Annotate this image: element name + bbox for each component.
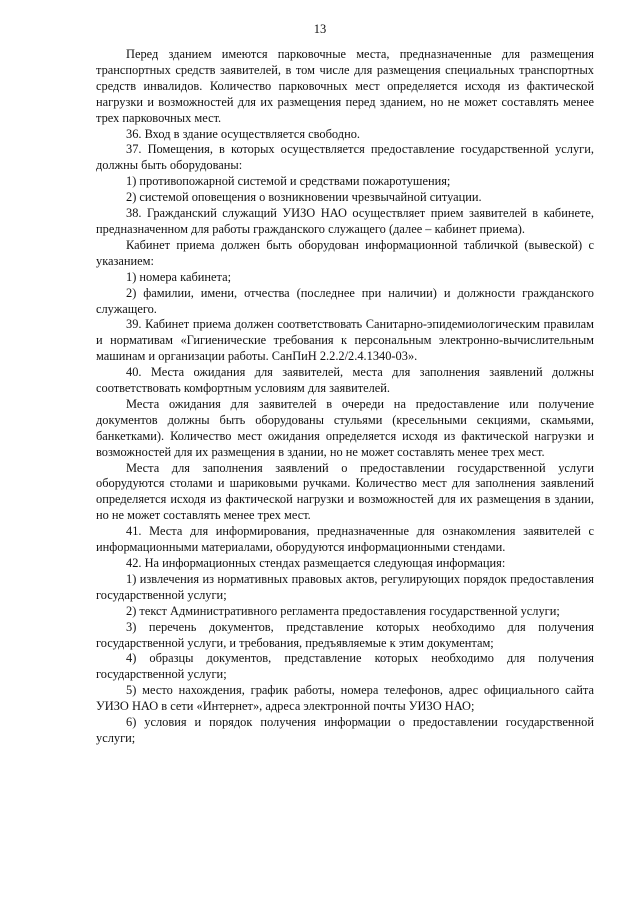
paragraph-filling-places: Места для заполнения заявлений о предоставлении государственной услуги оборудуются столами и шариковыми ручками. Количество мест для заполнения заявлений определяется исходя из фактической нагрузки и возможностей для их размещения в здании, но не может составлять менее трех мест. [96, 460, 594, 523]
list-item-37-1: 1) противопожарной системой и средствами пожаротушения; [126, 174, 451, 189]
paragraph-reception-sign: Кабинет приема должен быть оборудован информационной табличкой (вывеской) с указанием: [96, 237, 594, 268]
paragraph-39: 39. Кабинет приема должен соответствовать Санитарно-эпидемиологическим правилам и нормативам «Гигиенические требования к персональным электронно-вычислительным машинам и организации работы. СанПиН 2.2.2/2.4.1340-03». [96, 317, 594, 364]
list-item-42-5: 5) место нахождения, график работы, номера телефонов, адрес официального сайта УИЗО НАО в сети «Интернет», адреса электронной почты УИЗО НАО; [96, 683, 594, 714]
list-item-42-3: 3) перечень документов, представление которых необходимо для получения государственной услуги, и требования, предъявляемые к этим документам; [96, 619, 594, 650]
list-item-sign-2: 2) фамилии, имени, отчества (последнее при наличии) и должности гражданского служащего. [96, 285, 594, 316]
paragraph-40: 40. Места ожидания для заявителей, места для заполнения заявлений должны соответствовать комфортным условиям для заявителей. [96, 365, 594, 396]
document-body [96, 47, 594, 747]
paragraph-41: 41. Места для информирования, предназначенные для ознакомления заявителей с информационными материалами, оборудуются информационными стендами. [96, 524, 594, 555]
list-item-42-1: 1) извлечения из нормативных правовых актов, регулирующих порядок предоставления государственной услуги; [96, 571, 594, 602]
paragraph-36: 36. Вход в здание осуществляется свободно. [126, 126, 360, 141]
list-item-37-2: 2) системой оповещения о возникновении чрезвычайной ситуации. [126, 190, 482, 205]
page-number: 13 [313, 22, 327, 36]
paragraph-parking: Перед зданием имеются парковочные места, предназначенные для размещения транспортных средств заявителей, в том числе для размещения специальных транспортных средств инвалидов. Количество парковочных мест определяется исходя из фактической нагрузки и возможностей для их размещения перед зданием, но не может составлять менее трех парковочных мест. [96, 47, 594, 125]
list-item-sign-1: 1) номера кабинета; [126, 269, 232, 284]
paragraph-37: 37. Помещения, в которых осуществляется предоставление государственной услуги, должны быть оборудованы: [96, 142, 594, 173]
list-item-42-4: 4) образцы документов, представление которых необходимо для получения государственной услуги; [96, 651, 594, 682]
paragraph-waiting-places: Места ожидания для заявителей в очереди на предоставление или получение документов должны быть оборудованы стульями (кресельными секциями, скамьями, банкетками). Количество мест ожидания определяется исходя из фактической нагрузки и возможностей для их размещения в здании, но не может составлять менее трех мест. [96, 396, 594, 459]
list-item-42-2: 2) текст Административного регламента предоставления государственной услуги; [126, 603, 560, 618]
paragraph-38: 38. Гражданский служащий УИЗО НАО осуществляет прием заявителей в кабинете, предназначенном для работы гражданского служащего (далее – кабинет приема). [96, 206, 594, 236]
list-item-42-6: 6) условия и порядок получения информации о предоставлении государственной услуги; [96, 715, 594, 745]
paragraph-42: 42. На информационных стендах размещается следующая информация: [126, 556, 506, 570]
